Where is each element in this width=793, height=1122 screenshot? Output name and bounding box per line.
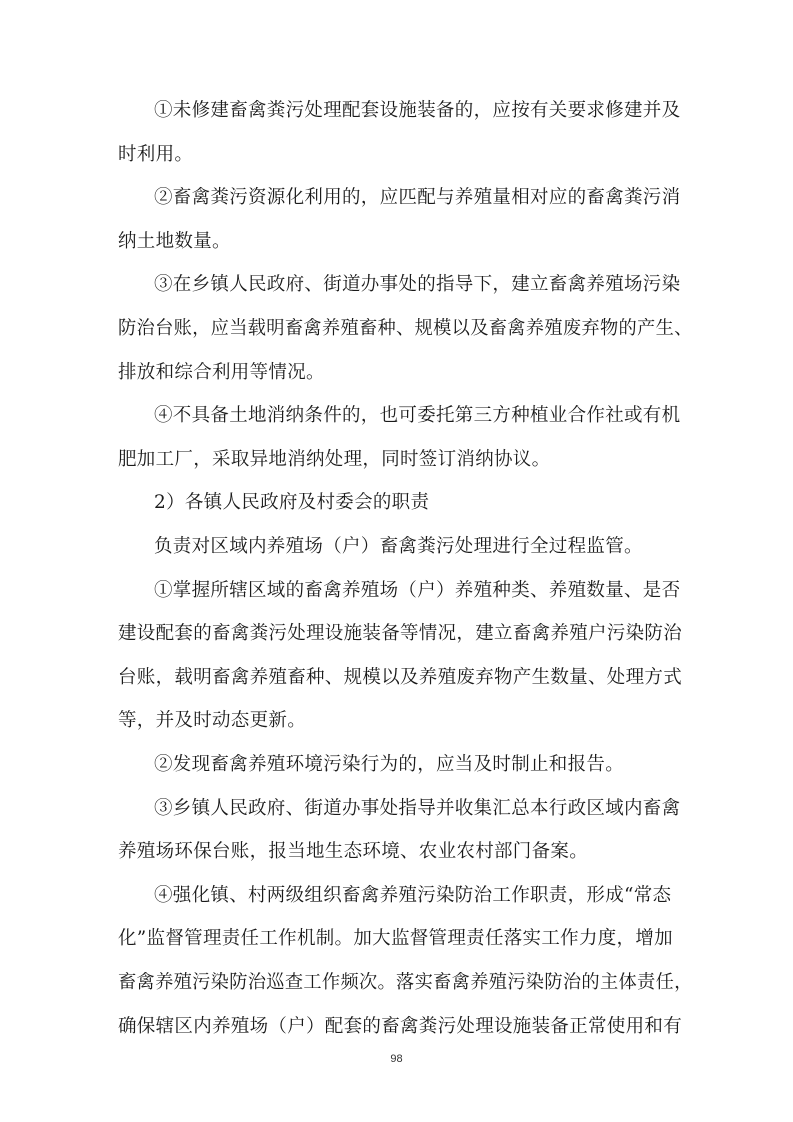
paragraph-line: ②畜禽粪污资源化利用的，应匹配与养殖量相对应的畜禽粪污消	[154, 187, 681, 209]
paragraph-line: 养殖场环保台账，报当地生态环境、农业农村部门备案。	[118, 841, 589, 863]
paragraph-line: 等，并及时动态更新。	[118, 710, 307, 732]
page-number: 98	[390, 1053, 403, 1065]
paragraph-line: 建设配套的畜禽粪污处理设施装备等情况，建立畜禽养殖户污染防治	[118, 623, 683, 645]
paragraph-line: ①未修建畜禽粪污处理配套设施装备的，应按有关要求修建并及	[154, 100, 681, 121]
paragraph-line: 防治台账，应当载明畜禽养殖畜种、规模以及畜禽养殖废弃物的产生、	[118, 318, 693, 339]
paragraph-line: 确保辖区内养殖场（户）配套的畜禽粪污处理设施装备正常使用和有	[118, 1015, 683, 1037]
paragraph-line: 纳土地数量。	[118, 230, 231, 252]
paragraph-line: ②发现畜禽养殖环境污染行为的，应当及时制止和报告。	[154, 754, 625, 775]
section-heading: 2）各镇人民政府及村委会的职责	[154, 492, 430, 514]
paragraph-line: 畜禽养殖污染防治巡查工作频次。落实畜禽养殖污染防治的主体责任，	[118, 972, 693, 993]
paragraph-line: 时利用。	[118, 143, 194, 165]
paragraph-line: ④强化镇、村两级组织畜禽养殖污染防治工作职责，形成“常态	[154, 884, 672, 906]
paragraph-line: ④不具备土地消纳条件的，也可委托第三方种植业合作社或有机	[154, 405, 681, 427]
paragraph-line: 化”监督管理责任工作机制。加大监督管理责任落实工作力度，增加	[118, 928, 673, 950]
paragraph-line: 负责对区域内养殖场（户）畜禽粪污处理进行全过程监管。	[154, 536, 643, 557]
paragraph-line: 台账，载明畜禽养殖畜种、规模以及养殖废弃物产生数量、处理方式	[118, 666, 683, 688]
paragraph-line: ③乡镇人民政府、街道办事处指导并收集汇总本行政区域内畜禽	[154, 797, 681, 819]
paragraph-line: ③在乡镇人民政府、街道办事处的指导下，建立畜禽养殖场污染	[154, 274, 681, 296]
paragraph-line: ①掌握所辖区域的畜禽养殖场（户）养殖种类、养殖数量、是否	[154, 579, 681, 601]
paragraph-line: 肥加工厂，采取异地消纳处理，同时签订消纳协议。	[118, 448, 551, 470]
paragraph-line: 排放和综合利用等情况。	[118, 361, 325, 383]
